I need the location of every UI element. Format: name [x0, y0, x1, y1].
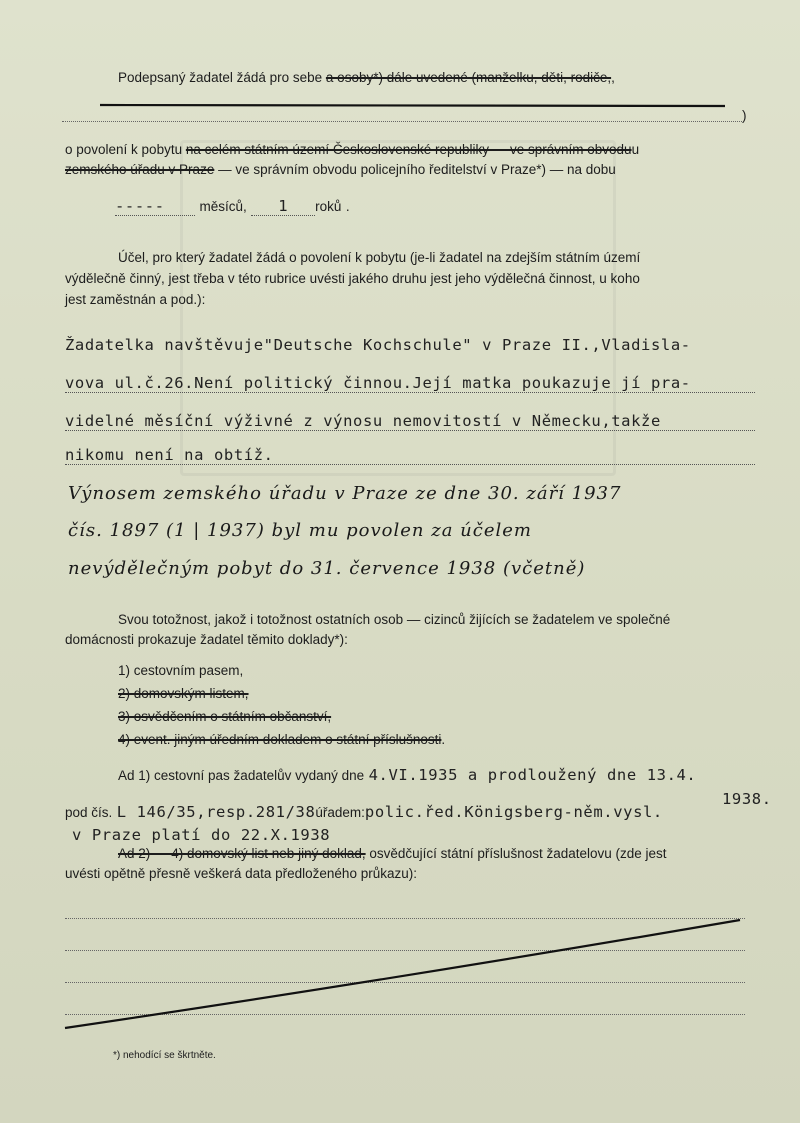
months-label: měsíců,	[199, 199, 247, 214]
passport-office: polic.řed.Königsberg-něm.vysl.	[364, 803, 663, 821]
identity-line-1: Svou totožnost, jakož i totožnost ostatních osob — cizinců žijících se žadatelem ve společné	[118, 612, 671, 627]
applicant-line	[118, 70, 615, 86]
strike-through-line-1	[60, 95, 750, 115]
passport-issued-year: 1938.	[722, 790, 772, 808]
identity-line-2: domácnosti prokazuje žadatel těmito doklady*):	[65, 632, 348, 647]
residence-text: o povolení k pobytu	[65, 142, 183, 157]
ad2-line-2: uvésti opětně přesně veškerá data předloženého průkazu):	[65, 866, 417, 881]
handwritten-line-1: Výnosem zemského úřadu v Praze ze dne 30. září 1937	[68, 483, 622, 504]
ad2-line	[118, 846, 667, 862]
applicant-text: Podepsaný žadatel žádá pro sebe	[118, 70, 323, 85]
passport-office-label: úřadem:	[315, 805, 365, 820]
duration-period: .	[345, 199, 350, 214]
typed-purpose-line-2: vova ul.č.26.Není politický činnou.Její matka poukazuje jí pra-	[65, 374, 755, 393]
passport-number: L 146/35,resp.281/38	[116, 803, 316, 821]
duration-line	[115, 197, 350, 216]
years-value: 1	[251, 197, 315, 216]
office-text: — ve správním obvodu policejního ředitelství v Praze*) — na dobu	[218, 162, 616, 177]
struck-persons-text: a osoby*) dále uvedené (manželku, děti, rodiče,	[325, 70, 612, 85]
residence-line	[65, 142, 639, 158]
footnote: *) nehodící se škrtněte.	[113, 1050, 216, 1061]
typed-purpose-line-3: videlné měsíční výživné z výnosu nemovitostí v Německu,takže	[65, 412, 755, 431]
purpose-line-2: výdělečně činný, jest třeba v této rubrice uvésti jakého druhu jest jeho výdělečná činnost, u koho	[65, 271, 640, 286]
typed-purpose-line-4: nikomu není na obtíž.	[65, 446, 755, 465]
closing-paren: )	[742, 108, 747, 123]
applicant-comma: ,	[611, 70, 615, 85]
months-value: -----	[115, 197, 195, 216]
residence-tail: u	[631, 142, 640, 157]
document-item-passport: 1) cestovním pasem,	[118, 663, 244, 678]
ad2-text: osvědčující státní příslušnost žadatelovu (zde jest	[369, 846, 667, 861]
struck-office-text: zemského úřadu v Praze	[65, 162, 215, 177]
ad2-struck: Ad 2) — 4) domovský list neb jiný doklad,	[118, 846, 366, 861]
document-item-other-label: 4) event. jiným úředním dokladem o státní příslušnosti	[118, 732, 442, 747]
passport-issued: 4.VI.1935 a prodloužený dne 13.4.	[368, 766, 697, 784]
passport-validity: v Praze platí do 22.X.1938	[72, 826, 331, 844]
dotted-fill-line	[62, 121, 742, 122]
passport-prefix: Ad 1) cestovní pas žadatelův vydaný dne	[118, 768, 365, 783]
office-line	[65, 162, 616, 178]
typed-purpose-line-1: Žadatelka navštěvuje"Deutsche Kochschule" v Praze II.,Vladisla-	[65, 336, 691, 354]
years-label: roků	[315, 199, 342, 214]
passport-number-label: pod čís.	[65, 805, 113, 820]
purpose-line-3: jest zaměstnán a pod.):	[65, 292, 206, 307]
document-item-citizenship: 3) osvědčením o státním občanství,	[118, 709, 332, 724]
handwritten-line-3: nevýdělečným pobyt do 31. července 1938 (včetně)	[68, 558, 586, 579]
purpose-line-1: Účel, pro který žadatel žádá o povolení k pobytu (je-li žadatel na zdejším státním území	[118, 250, 641, 265]
struck-territory-text: na celém státním území Československé republiky — ve správním obvodu	[185, 142, 632, 157]
document-item-other	[118, 732, 445, 748]
document-item-home-certificate: 2) domovským listem,	[118, 686, 249, 701]
document-item-other-tail: .	[441, 732, 446, 747]
cancel-diagonal-line	[60, 910, 750, 1040]
handwritten-line-2: čís. 1897 (1 | 1937) byl mu povolen za účelem	[68, 520, 532, 541]
passport-number-line	[65, 803, 663, 822]
passport-line	[118, 766, 696, 785]
